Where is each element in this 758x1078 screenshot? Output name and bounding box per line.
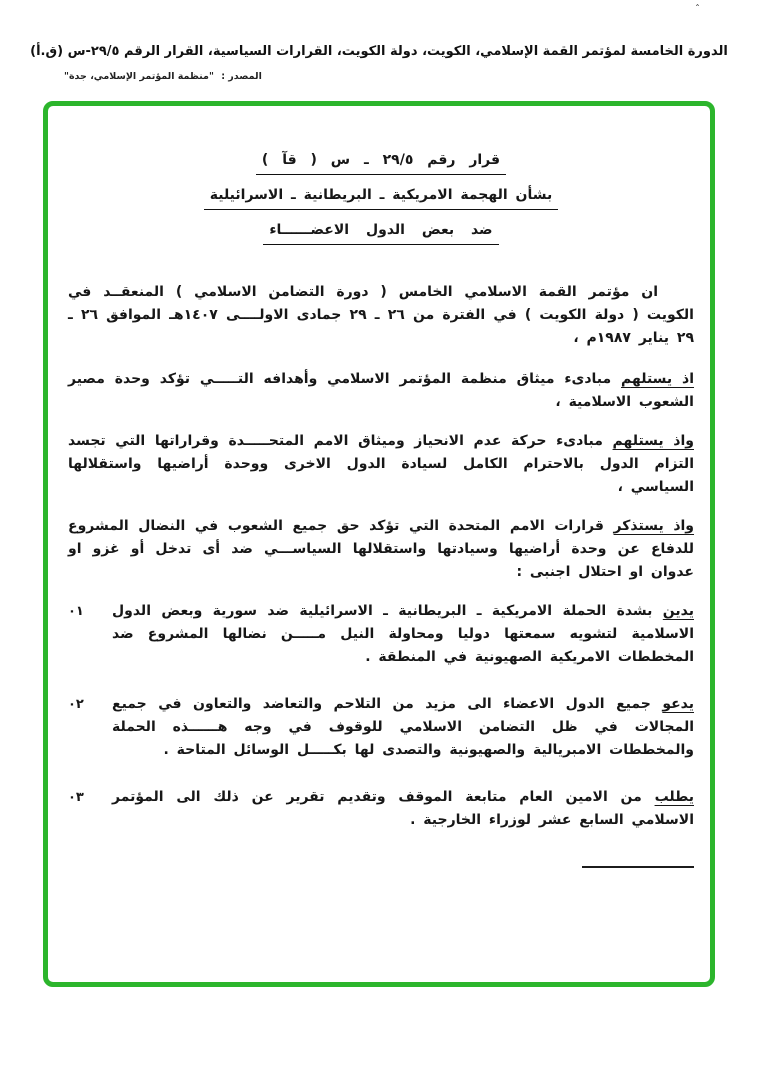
operative-item-1 [68,600,694,669]
item-number: ٠٢ [68,697,84,713]
source-value: "منظمة المؤتمر الإسلامي، جدة" [64,70,214,82]
paragraph-text: مبادىء ميثاق منظمة المؤتمر الاسلامي وأهدافه التـــــي تؤكد وحدة مصير الشعوب الاسلامية ، [68,371,694,411]
resolution-subject-line [68,185,694,210]
resolution-title-block [68,150,694,246]
paragraph-text: قرارات الامم المتحدة التي تؤكد حق جميع الشعوب في النضال المشروع للدفاع عن وحدة أراضيها وسيادتها واستقلالها السياســـي ضد أى تدخل أو غزو او عدوان او احتلال اجنبى : [68,518,694,581]
resolution-subject-text-2: ضد بعض الدول الاعضــــــاء [263,220,498,245]
item-text [112,693,694,762]
document-source-line [0,71,758,82]
document-header-title: الدورة الخامسة لمؤتمر القمة الإسلامي، الكويت، دولة الكويت، القرارات السياسية، القرار الرقم ٢٩/٥-س (ق.أ) [30,44,728,59]
page-corner-mark: ˆ [695,4,700,15]
item-lead: يدين [662,603,694,620]
paragraph-text: مبادىء حركة عدم الانحياز وميثاق الامم المتحـــــدة وقراراتها التي تجسد التزام الدول بالاحترام الكامل لسيادة الدول الاخرى ووحدة أراضيها واستقلالها السياسي ، [68,433,694,496]
operative-item-3 [68,786,694,832]
resolution-number-text: قرار رقم ٢٩/٥ ـ س ( قآ ) [256,150,506,175]
operative-items [68,600,694,832]
preamble-paragraph-3 [68,515,694,584]
resolution-number-line [68,150,694,175]
item-lead: يطلب [654,789,694,806]
paragraph-lead: اذ يستلهم [621,371,695,388]
paragraph-lead: واذ يستلهم [612,433,694,450]
preamble-paragraph-1 [68,368,694,414]
item-lead: يدعو [662,696,694,713]
resolution-subject-text: بشأن الهجمة الامريكية ـ البريطانية ـ الاسرائيلية [204,185,558,210]
item-body: بشدة الحملة الامريكية ـ البريطانية ـ الاسرائيلية ضد سورية وبعض الدول الاسلامية لتشويه سمعتها دوليا ومحاولة النيل مـــــن نضالها المشروع ضد المخططات الامريكية الصهيونية في المنطقة . [112,603,694,666]
preamble-paragraph-2 [68,430,694,499]
preamble-opening: ان مؤتمر القمة الاسلامي الخامس ( دورة التضامن الاسلامي ) المنعقــد في الكويت ( دولة الكويت ) في الفترة من ٢٦ ـ ٢٩ جمادى الاولــــى ١٤٠٧هـ الموافق ٢٦ ـ ٢٩ يناير ١٩٨٧م ، [68,284,694,347]
item-number: ٠٣ [68,790,84,806]
end-rule [582,866,694,868]
scanned-document [48,106,710,869]
item-text [112,600,694,669]
source-label: المصدر : [221,70,262,82]
item-body: من الامين العام متابعة الموقف وتقديم تقرير عن ذلك الى المؤتمر الاسلامي السابع عشر لوزراء الخارجية . [112,789,694,829]
operative-item-2 [68,693,694,762]
resolution-subject-line-2 [68,220,694,245]
paragraph-lead: واذ يستذكر [613,518,695,535]
item-text [112,786,694,832]
item-number: ٠١ [68,604,84,620]
item-body: جميع الدول الاعضاء الى مزيد من التلاحم والتعاضد والتعاون في جميع المجالات في ظل التضامن الاسلامي للوقوف في وجه هــــــذه الحملة والمخططات الامبريالية والصهيونية والتصدى لها بكـــــل الوسائل المتاحة . [112,696,694,759]
scan-green-frame [43,101,715,987]
